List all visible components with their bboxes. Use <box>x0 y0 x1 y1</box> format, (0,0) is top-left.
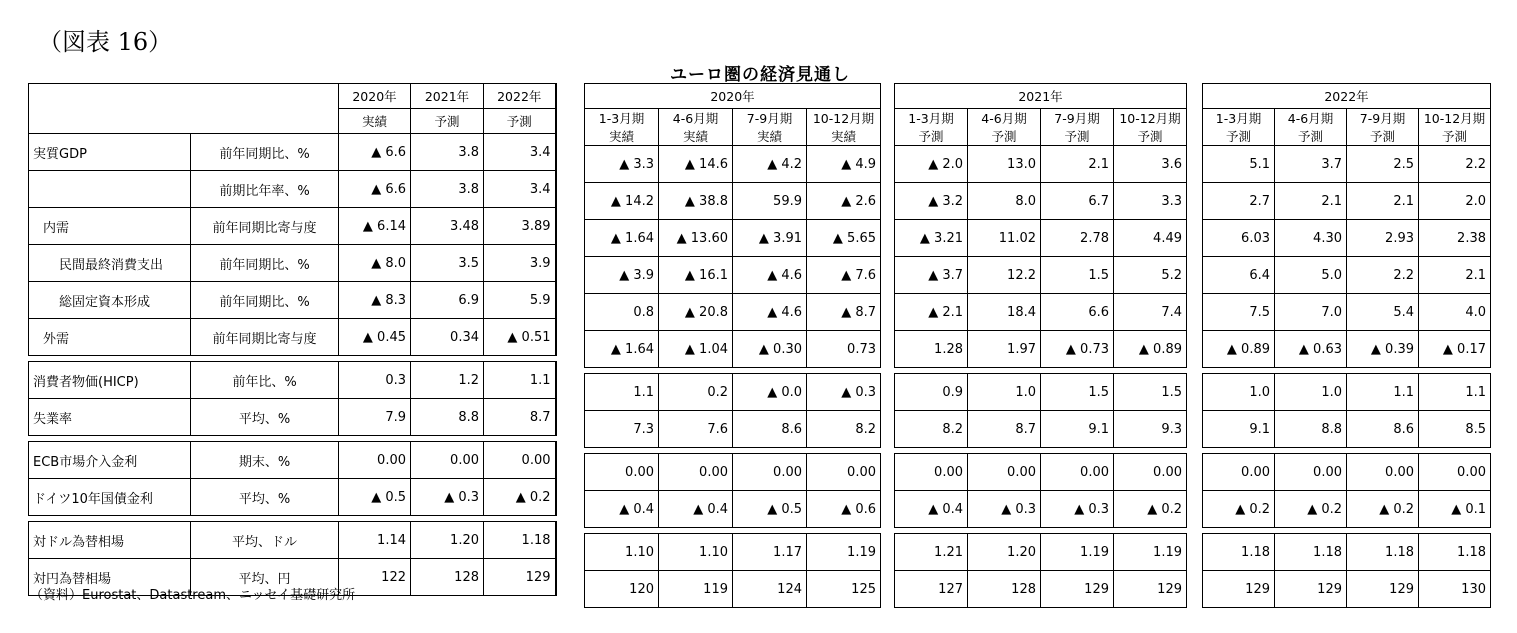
source-note: （資料）Eurostat、Datastream、ニッセイ基礎研究所 <box>30 588 356 603</box>
q2022-value: 2.93 <box>1347 220 1419 257</box>
row-unit: 前期比年率、% <box>191 171 339 208</box>
q2021-value: 6.7 <box>1041 183 1114 220</box>
table-row <box>895 331 1187 368</box>
annual-value: 1.2 <box>411 362 484 399</box>
table-row <box>29 319 556 356</box>
q2020-value: 120 <box>585 571 659 608</box>
q2020-value: ▲ 3.91 <box>733 220 807 257</box>
table-row <box>1203 257 1491 294</box>
q2020-value: 0.00 <box>659 454 733 491</box>
q2022-value: 3.7 <box>1275 146 1347 183</box>
q2021-value: 0.00 <box>895 454 968 491</box>
table-row <box>29 134 556 171</box>
row-label: 民間最終消費支出 <box>29 245 191 282</box>
row-label: 対円為替相場 <box>29 559 191 596</box>
q2022-period-header: 7-9月期 予測 <box>1347 109 1419 146</box>
annual-value: 0.00 <box>339 442 411 479</box>
table-row <box>1203 571 1491 608</box>
q2020-period-header: 4-6月期 実績 <box>659 109 733 146</box>
q2021-value: 9.3 <box>1114 411 1187 448</box>
q2021-value: ▲ 3.2 <box>895 183 968 220</box>
annual-value: 3.9 <box>484 245 556 282</box>
q2020-value: 0.2 <box>659 374 733 411</box>
q2021-value: ▲ 0.3 <box>968 491 1041 528</box>
annual-value: ▲ 6.6 <box>339 171 411 208</box>
q2021-period-header: 7-9月期 予測 <box>1041 109 1114 146</box>
q2020-value: 125 <box>807 571 881 608</box>
table-row <box>1203 374 1491 411</box>
q2022-value: ▲ 0.2 <box>1347 491 1419 528</box>
row-unit: 前年比、% <box>191 362 339 399</box>
annual-year-header: 2022年 <box>484 84 556 109</box>
row-label: 内需 <box>29 208 191 245</box>
q2022-period-header: 10-12月期 予測 <box>1419 109 1491 146</box>
q2020-value: ▲ 4.6 <box>733 257 807 294</box>
q2021-value: 1.5 <box>1041 257 1114 294</box>
q2021-value: 13.0 <box>968 146 1041 183</box>
q2020-value: 1.10 <box>585 534 659 571</box>
table-row <box>1203 183 1491 220</box>
table-row <box>29 245 556 282</box>
table-row <box>1203 331 1491 368</box>
table-title: ユーロ圏の経済見通し <box>670 65 850 85</box>
q2020-value: ▲ 1.64 <box>585 331 659 368</box>
q2021-value: 0.00 <box>1114 454 1187 491</box>
q2021-value: 1.5 <box>1114 374 1187 411</box>
q2022-value: 1.18 <box>1347 534 1419 571</box>
q2022-value: 1.18 <box>1203 534 1275 571</box>
annual-value: 3.4 <box>484 134 556 171</box>
annual-value: ▲ 6.14 <box>339 208 411 245</box>
q2022-value: 5.0 <box>1275 257 1347 294</box>
quarterly-2020-table <box>584 83 881 608</box>
row-unit: 前年同期比、% <box>191 282 339 319</box>
annual-value: 7.9 <box>339 399 411 436</box>
q2021-year-header: 2021年 <box>895 84 1187 109</box>
annual-value: 3.8 <box>411 171 484 208</box>
q2022-value: 2.1 <box>1419 257 1491 294</box>
row-unit: 前年同期比、% <box>191 245 339 282</box>
q2022-value: 0.00 <box>1347 454 1419 491</box>
q2020-period-header: 1-3月期 実績 <box>585 109 659 146</box>
q2021-value: ▲ 0.89 <box>1114 331 1187 368</box>
annual-value: 1.20 <box>411 522 484 559</box>
annual-year-header: 2021年 <box>411 84 484 109</box>
q2020-value: 7.3 <box>585 411 659 448</box>
q2020-value: ▲ 0.6 <box>807 491 881 528</box>
q2022-value: 130 <box>1419 571 1491 608</box>
table-row <box>29 171 556 208</box>
table-row <box>895 534 1187 571</box>
q2020-value: ▲ 3.3 <box>585 146 659 183</box>
annual-value: ▲ 0.5 <box>339 479 411 516</box>
q2021-value: 8.0 <box>968 183 1041 220</box>
annual-value: 3.4 <box>484 171 556 208</box>
annual-value: 1.18 <box>484 522 556 559</box>
table-row <box>585 220 881 257</box>
row-unit: 平均、% <box>191 399 339 436</box>
annual-value: 8.8 <box>411 399 484 436</box>
q2022-year-header: 2022年 <box>1203 84 1491 109</box>
table-row <box>895 491 1187 528</box>
annual-value: 129 <box>484 559 556 596</box>
q2022-value: 1.18 <box>1275 534 1347 571</box>
q2022-value: 1.0 <box>1203 374 1275 411</box>
annual-value: ▲ 0.45 <box>339 319 411 356</box>
q2020-year-header: 2020年 <box>585 84 881 109</box>
q2021-value: 129 <box>1114 571 1187 608</box>
annual-value: 0.00 <box>411 442 484 479</box>
row-label <box>29 171 191 208</box>
q2021-value: 2.78 <box>1041 220 1114 257</box>
q2022-value: 1.1 <box>1419 374 1491 411</box>
q2020-value: 0.73 <box>807 331 881 368</box>
q2022-value: ▲ 0.2 <box>1275 491 1347 528</box>
table-row <box>29 362 556 399</box>
table-row <box>29 442 556 479</box>
q2020-value: ▲ 0.5 <box>733 491 807 528</box>
q2020-value: ▲ 7.6 <box>807 257 881 294</box>
q2021-value: 127 <box>895 571 968 608</box>
table-row <box>1203 294 1491 331</box>
q2020-value: ▲ 2.6 <box>807 183 881 220</box>
q2021-value: 1.97 <box>968 331 1041 368</box>
annual-value: ▲ 0.51 <box>484 319 556 356</box>
q2021-value: ▲ 0.3 <box>1041 491 1114 528</box>
q2021-value: 129 <box>1041 571 1114 608</box>
annual-value: 0.34 <box>411 319 484 356</box>
q2022-value: 8.8 <box>1275 411 1347 448</box>
q2022-value: 8.5 <box>1419 411 1491 448</box>
row-label: 総固定資本形成 <box>29 282 191 319</box>
q2022-value: 2.38 <box>1419 220 1491 257</box>
annual-value: 122 <box>339 559 411 596</box>
q2022-value: 2.2 <box>1419 146 1491 183</box>
q2021-period-header: 1-3月期 予測 <box>895 109 968 146</box>
q2021-value: 1.28 <box>895 331 968 368</box>
q2021-period-header: 4-6月期 予測 <box>968 109 1041 146</box>
q2021-value: 1.0 <box>968 374 1041 411</box>
annual-value: 1.14 <box>339 522 411 559</box>
q2021-value: 0.00 <box>1041 454 1114 491</box>
q2021-value: ▲ 2.1 <box>895 294 968 331</box>
q2021-period-header: 10-12月期 予測 <box>1114 109 1187 146</box>
row-unit: 平均、ドル <box>191 522 339 559</box>
annual-value: 3.89 <box>484 208 556 245</box>
q2022-value: 0.00 <box>1419 454 1491 491</box>
q2020-value: ▲ 0.3 <box>807 374 881 411</box>
q2020-value: ▲ 1.04 <box>659 331 733 368</box>
annual-table <box>28 83 557 596</box>
q2021-value: 2.1 <box>1041 146 1114 183</box>
row-unit: 前年同期比、% <box>191 134 339 171</box>
q2021-value: 4.49 <box>1114 220 1187 257</box>
figure-label: （図表 16） <box>38 28 173 56</box>
q2020-value: 59.9 <box>733 183 807 220</box>
table-row <box>1203 146 1491 183</box>
annual-value: 0.00 <box>484 442 556 479</box>
q2022-value: 8.6 <box>1347 411 1419 448</box>
table-row <box>1203 220 1491 257</box>
table-row <box>585 491 881 528</box>
q2020-period-header: 10-12月期 実績 <box>807 109 881 146</box>
q2020-value: ▲ 0.4 <box>585 491 659 528</box>
table-row <box>29 522 556 559</box>
q2020-value: 124 <box>733 571 807 608</box>
table-row <box>895 454 1187 491</box>
q2020-value: ▲ 0.4 <box>659 491 733 528</box>
row-unit: 前年同期比寄与度 <box>191 208 339 245</box>
q2020-value: ▲ 5.65 <box>807 220 881 257</box>
q2022-value: 5.1 <box>1203 146 1275 183</box>
row-unit: 期末、% <box>191 442 339 479</box>
annual-value: 1.1 <box>484 362 556 399</box>
q2020-value: ▲ 14.2 <box>585 183 659 220</box>
q2020-value: ▲ 0.0 <box>733 374 807 411</box>
q2020-value: 0.8 <box>585 294 659 331</box>
q2022-value: 129 <box>1347 571 1419 608</box>
q2022-value: 2.1 <box>1275 183 1347 220</box>
q2020-value: ▲ 3.9 <box>585 257 659 294</box>
q2021-value: 7.4 <box>1114 294 1187 331</box>
q2020-value: ▲ 14.6 <box>659 146 733 183</box>
annual-value: ▲ 0.3 <box>411 479 484 516</box>
table-row <box>585 294 881 331</box>
table-row <box>895 374 1187 411</box>
annual-kind-header: 予測 <box>411 109 484 134</box>
table-row <box>29 479 556 516</box>
q2021-value: 1.19 <box>1041 534 1114 571</box>
row-label: 実質GDP <box>29 134 191 171</box>
q2020-period-header: 7-9月期 実績 <box>733 109 807 146</box>
q2021-value: 1.20 <box>968 534 1041 571</box>
q2020-value: ▲ 4.6 <box>733 294 807 331</box>
annual-kind-header: 実績 <box>339 109 411 134</box>
table-row <box>1203 454 1491 491</box>
q2022-value: ▲ 0.39 <box>1347 331 1419 368</box>
q2021-value: 0.00 <box>968 454 1041 491</box>
row-label: 外需 <box>29 319 191 356</box>
q2022-value: ▲ 0.17 <box>1419 331 1491 368</box>
table-row <box>585 331 881 368</box>
table-row <box>895 571 1187 608</box>
annual-value: 8.7 <box>484 399 556 436</box>
table-row <box>895 294 1187 331</box>
row-label: ドイツ10年国債金利 <box>29 479 191 516</box>
q2022-value: 6.4 <box>1203 257 1275 294</box>
q2022-value: ▲ 0.1 <box>1419 491 1491 528</box>
q2021-value: 8.7 <box>968 411 1041 448</box>
annual-year-header: 2020年 <box>339 84 411 109</box>
q2022-value: 5.4 <box>1347 294 1419 331</box>
q2022-value: 129 <box>1203 571 1275 608</box>
table-row <box>585 146 881 183</box>
q2021-value: 1.5 <box>1041 374 1114 411</box>
row-label: 対ドル為替相場 <box>29 522 191 559</box>
q2022-value: ▲ 0.63 <box>1275 331 1347 368</box>
q2020-value: ▲ 20.8 <box>659 294 733 331</box>
q2022-value: 2.5 <box>1347 146 1419 183</box>
q2021-value: ▲ 2.0 <box>895 146 968 183</box>
q2022-value: 7.5 <box>1203 294 1275 331</box>
q2021-value: ▲ 0.2 <box>1114 491 1187 528</box>
q2022-value: ▲ 0.2 <box>1203 491 1275 528</box>
table-row <box>895 146 1187 183</box>
table-row <box>895 183 1187 220</box>
q2022-value: 1.0 <box>1275 374 1347 411</box>
table-row <box>29 208 556 245</box>
q2020-value: 1.19 <box>807 534 881 571</box>
annual-value: 3.8 <box>411 134 484 171</box>
q2021-value: 6.6 <box>1041 294 1114 331</box>
annual-value: ▲ 6.6 <box>339 134 411 171</box>
annual-value: 0.3 <box>339 362 411 399</box>
q2022-value: 2.1 <box>1347 183 1419 220</box>
row-unit: 前年同期比寄与度 <box>191 319 339 356</box>
table-row <box>1203 534 1491 571</box>
annual-value: ▲ 8.3 <box>339 282 411 319</box>
q2021-value: 1.21 <box>895 534 968 571</box>
row-label: 消費者物価(HICP) <box>29 362 191 399</box>
table-row <box>895 257 1187 294</box>
table-row <box>585 571 881 608</box>
q2020-value: ▲ 13.60 <box>659 220 733 257</box>
table-row <box>585 534 881 571</box>
quarterly-2021-table <box>894 83 1187 608</box>
table-row <box>29 282 556 319</box>
annual-value: 6.9 <box>411 282 484 319</box>
table-row <box>29 399 556 436</box>
q2020-value: ▲ 38.8 <box>659 183 733 220</box>
q2020-value: 8.2 <box>807 411 881 448</box>
q2020-value: ▲ 4.2 <box>733 146 807 183</box>
table-row <box>585 374 881 411</box>
q2020-value: 1.17 <box>733 534 807 571</box>
row-unit: 平均、% <box>191 479 339 516</box>
q2021-value: 1.19 <box>1114 534 1187 571</box>
q2021-value: 5.2 <box>1114 257 1187 294</box>
quarterly-2022-table <box>1202 83 1491 608</box>
q2022-value: 2.0 <box>1419 183 1491 220</box>
q2022-value: ▲ 0.89 <box>1203 331 1275 368</box>
q2022-value: 4.30 <box>1275 220 1347 257</box>
q2020-value: 0.00 <box>733 454 807 491</box>
q2021-value: ▲ 3.21 <box>895 220 968 257</box>
q2021-value: 128 <box>968 571 1041 608</box>
row-label: ECB市場介入金利 <box>29 442 191 479</box>
q2020-value: 0.00 <box>585 454 659 491</box>
q2020-value: 1.10 <box>659 534 733 571</box>
table-row <box>585 411 881 448</box>
q2022-value: 1.1 <box>1347 374 1419 411</box>
q2022-value: 9.1 <box>1203 411 1275 448</box>
q2022-period-header: 4-6月期 予測 <box>1275 109 1347 146</box>
q2020-value: 0.00 <box>807 454 881 491</box>
table-row <box>1203 491 1491 528</box>
header-blank <box>29 84 339 134</box>
table-row <box>895 220 1187 257</box>
q2021-value: 8.2 <box>895 411 968 448</box>
q2021-value: 3.3 <box>1114 183 1187 220</box>
q2022-period-header: 1-3月期 予測 <box>1203 109 1275 146</box>
q2022-value: 2.7 <box>1203 183 1275 220</box>
q2022-value: 0.00 <box>1275 454 1347 491</box>
table-row <box>585 183 881 220</box>
q2020-value: ▲ 16.1 <box>659 257 733 294</box>
q2022-value: 7.0 <box>1275 294 1347 331</box>
table-row <box>1203 411 1491 448</box>
q2021-value: 9.1 <box>1041 411 1114 448</box>
q2020-value: ▲ 0.30 <box>733 331 807 368</box>
q2021-value: 18.4 <box>968 294 1041 331</box>
annual-value: ▲ 8.0 <box>339 245 411 282</box>
q2021-value: ▲ 3.7 <box>895 257 968 294</box>
annual-kind-header: 予測 <box>484 109 556 134</box>
q2021-value: 11.02 <box>968 220 1041 257</box>
q2020-value: ▲ 1.64 <box>585 220 659 257</box>
q2020-value: 7.6 <box>659 411 733 448</box>
table-row <box>895 411 1187 448</box>
q2022-value: 4.0 <box>1419 294 1491 331</box>
annual-value: 3.5 <box>411 245 484 282</box>
q2022-value: 6.03 <box>1203 220 1275 257</box>
q2020-value: 8.6 <box>733 411 807 448</box>
q2021-value: ▲ 0.4 <box>895 491 968 528</box>
q2020-value: 1.1 <box>585 374 659 411</box>
q2022-value: 2.2 <box>1347 257 1419 294</box>
row-label: 失業率 <box>29 399 191 436</box>
q2022-value: 129 <box>1275 571 1347 608</box>
q2022-value: 0.00 <box>1203 454 1275 491</box>
annual-value: 3.48 <box>411 208 484 245</box>
row-unit: 平均、円 <box>191 559 339 596</box>
table-row <box>585 257 881 294</box>
q2022-value: 1.18 <box>1419 534 1491 571</box>
q2020-value: 119 <box>659 571 733 608</box>
annual-value: 128 <box>411 559 484 596</box>
q2020-value: ▲ 8.7 <box>807 294 881 331</box>
annual-value: 5.9 <box>484 282 556 319</box>
q2021-value: ▲ 0.73 <box>1041 331 1114 368</box>
q2021-value: 0.9 <box>895 374 968 411</box>
q2020-value: ▲ 4.9 <box>807 146 881 183</box>
q2021-value: 3.6 <box>1114 146 1187 183</box>
annual-value: ▲ 0.2 <box>484 479 556 516</box>
q2021-value: 12.2 <box>968 257 1041 294</box>
table-row <box>585 454 881 491</box>
